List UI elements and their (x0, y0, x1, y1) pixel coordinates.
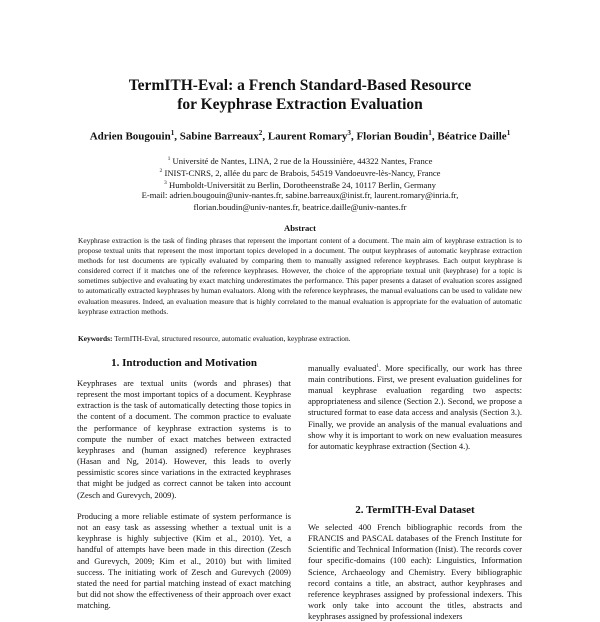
section-1-paragraph-1: Keyphrases are textual units (words and phrases) that represent the most important topics of a document. Keyphrase extraction is the task of automatically detecting those topics in the content of a document. The common practice to evaluate the performance of keyphrase extraction systems is to compute the number of exact matches between extracted keyphrases and (human assigned) reference keyphrases (Hasan and Ng, 2014). However, this leads to overly pessimistic scores since variations in the extracted keyphrases that might be judged as correct cannot be taken into account (Zesch and Gurevych, 2009). (77, 378, 291, 500)
author-name: Béatrice Daille (437, 130, 507, 143)
keywords-label: Keywords: (78, 334, 113, 343)
author-name: Florian Boudin (356, 130, 429, 143)
section-2-heading: 2. TermITH-Eval Dataset (355, 504, 475, 516)
author-affil-mark: 1 (428, 129, 432, 137)
abstract-text: Keyphrase extraction is the task of finding phrases that represent the important content of a document. The main aim of keyphrase extraction is to propose textual units that represent the most important topics developed in a document. The output keyphrases of automatic keyphrase extraction methods for test documents are typically evaluated by comparing them to manually assigned reference keyphrases. Each output keyphrase is considered correct if it matches one of the reference keyphrases. However, the choice of the appropriate textual unit (keyphrase) for a topic is sometimes subjective and evaluating by exact matching underestimates the performance. This paper presents a dataset of evaluation scores assigned to automatically extracted keyphrases by human evaluators. Along with the reference keyphrases, the manual evaluations can be used to validate new evaluation measures. Indeed, an evaluation measure that is highly correlated to the manual evaluation is appropriate for the evaluation of automatic keyphrase extraction methods. (78, 236, 522, 316)
email-line-1: E-mail: adrien.bougouin@univ-nantes.fr, sabine.barreaux@inist.fr, laurent.romary@inria.fr, (141, 190, 459, 200)
section-1-paragraph-2: Producing a more reliable estimate of system performance is not an easy task as assessing whether a textual unit is a keyphrase is highly subjective (Kim et al., 2010). Yet, a handful of attempts have been made in this direction (Zesch and Gurevych, 2009; Kim et al., 2010) but with limited success. The initiating work of Zesch and Gurevych (2009) stated the need for partial matching instead of exact matching but did not show the effectiveness of their approach over exact matching. (77, 511, 291, 611)
author-affil-mark: 1 (506, 129, 511, 137)
affiliation-mark: 1 (167, 156, 171, 162)
affiliation-text: Humboldt-Universität zu Berlin, Dorotheenstraße 24, 10117 Berlin, Germany (168, 179, 436, 190)
author-affil-mark: 2 (258, 129, 263, 137)
section-2-paragraph: We selected 400 French bibliographic records from the FRANCIS and PASCAL databases of the French Institute for Scientific and Technical Information (Inist). The records cover four specific-domains (100 each): Linguistics, Information Science, Archaeology and Chemistry. Every bibliographic record contains a title, an abstract, author keyphrases and reference keyphrases assigned by professional indexers. This work only take into account the titles, abstracts and keyphrases assigned by professional indexers (308, 522, 522, 622)
keywords (78, 334, 522, 343)
paper-title-line-1: TermITH-Eval: a French Standard-Based Resource (128, 77, 472, 94)
author-affil-mark: 1 (170, 129, 175, 137)
email-line-2: florian.boudin@univ-nantes.fr, beatrice.daille@univ-nantes.fr (193, 202, 407, 212)
affiliation-mark: 3 (164, 180, 167, 186)
section-1-heading: 1. Introduction and Motivation (111, 357, 257, 369)
affiliation-text: Université de Nantes, LINA, 2 rue de la Houssinière, 44322 Nantes, France (172, 155, 433, 166)
affiliation-mark: 2 (159, 168, 163, 174)
continued-text-start: manually evaluated (308, 362, 377, 373)
footnote-mark: 1 (376, 363, 379, 369)
abstract-heading: Abstract (284, 223, 316, 233)
continued-text-rest: . More specifically, our work has three main contributions. First, we present evaluation guidelines for manual keyphrase evaluation regarding two aspects: appropriateness and silence (Section 2.). Second, we propose a structured format to ease data access and analysis (Section 3.). Finally, we provide an analysis of the manual evaluations and show why it is important to work on new evaluation measures for automatic keyphrase extraction (Section 4.). (308, 362, 523, 451)
author-name: Adrien Bougouin (89, 130, 171, 143)
paper-title-line-2: for Keyphrase Extraction Evaluation (177, 96, 423, 113)
author-affil-mark: 3 (347, 129, 351, 137)
keywords-text: TermITH-Eval, structured resource, automatic evaluation, keyphrase extraction. (114, 334, 351, 343)
affiliation-text: INIST-CNRS, 2, allée du parc de Brabois, 54519 Vandoeuvre-lès-Nancy, France (164, 167, 441, 178)
continued-paragraph (308, 361, 522, 452)
author-list: Adrien Bougouin$^1$, Sabine Barreaux$^2$, Laurent Romary$^3$, Florian Boudin$^1$, Béatrice Daille$^1$ (89, 129, 511, 143)
author-name: Sabine Barreaux (179, 130, 259, 143)
author-name: Laurent Romary (267, 130, 348, 143)
